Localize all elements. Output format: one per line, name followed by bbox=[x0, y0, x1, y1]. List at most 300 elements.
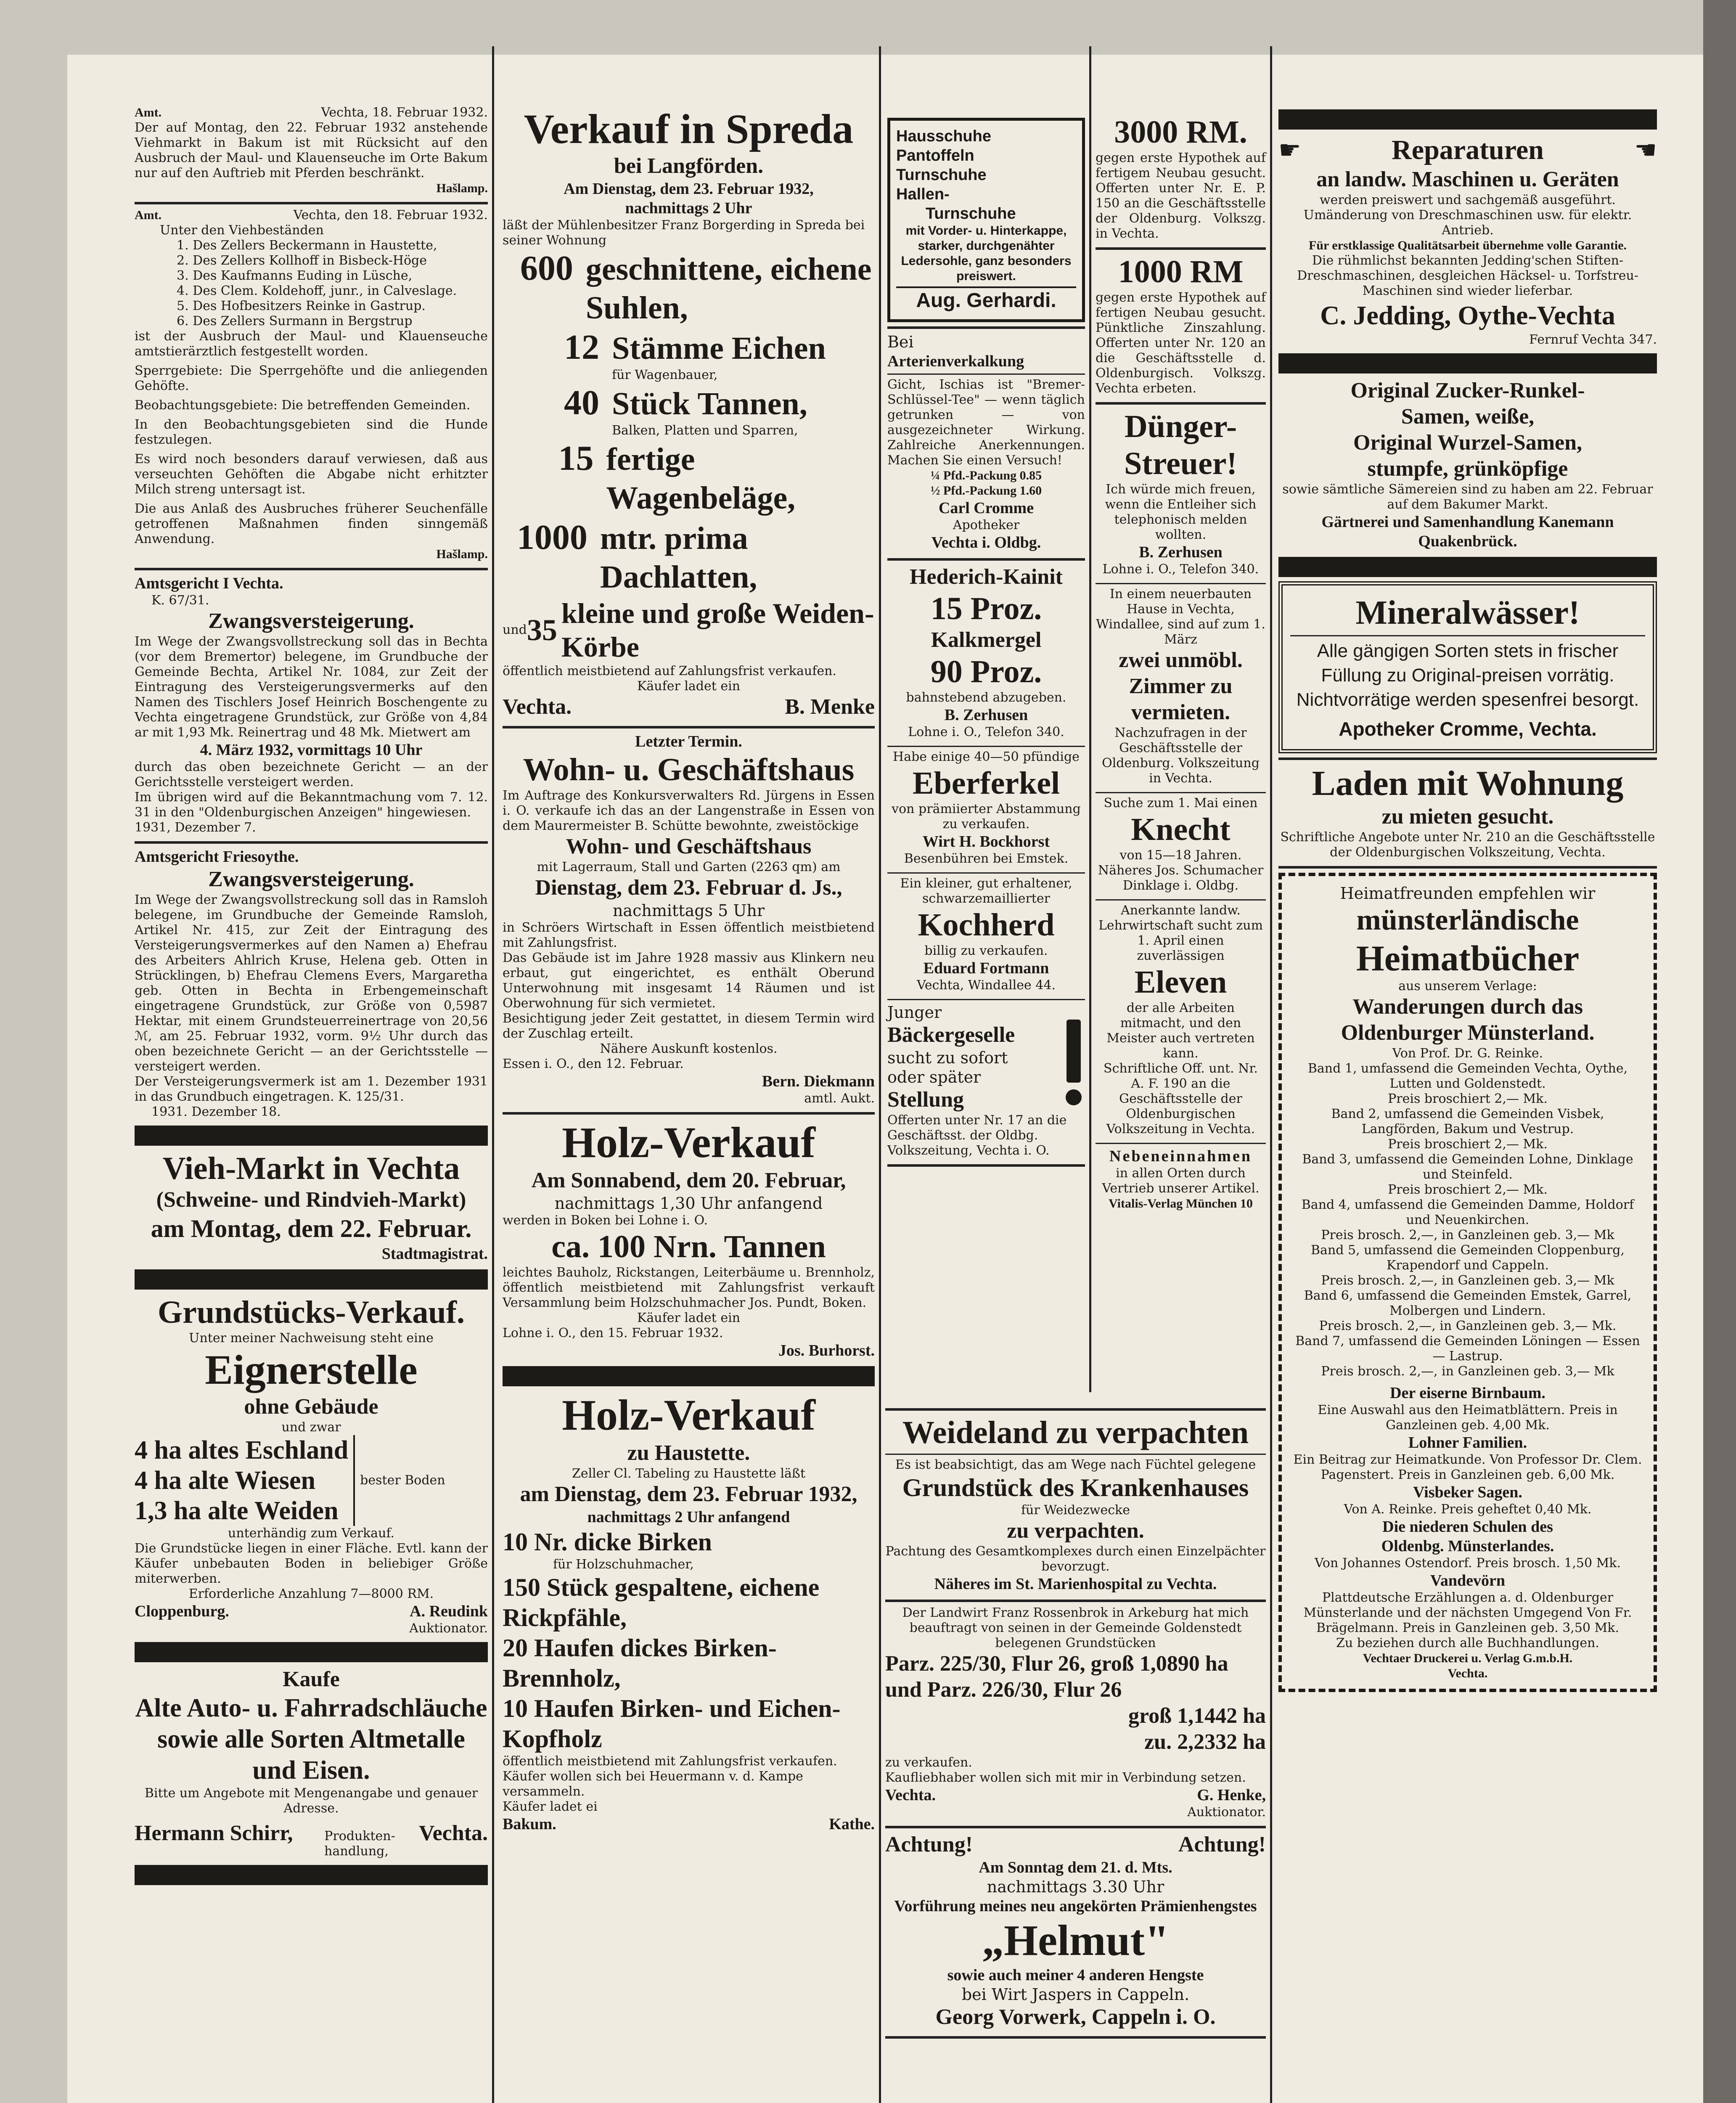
book-title: Die niederen Schulen des bbox=[1382, 1518, 1553, 1536]
ad-body: Kaufliebhaber wollen sich mit mir in Verbindung setzen. bbox=[885, 1770, 1246, 1785]
column-rule bbox=[1089, 46, 1091, 1392]
ad-achtung bbox=[885, 1832, 1266, 2030]
item-detail: Balken, Platten und Sparren, bbox=[612, 423, 798, 438]
ad-knecht bbox=[1096, 796, 1266, 893]
list-item: 10 Nr. dicke Birken bbox=[503, 1528, 712, 1556]
divider bbox=[887, 746, 1085, 747]
ad-intro: Habe einige 40—50 pfündige bbox=[893, 750, 1080, 764]
court-date: 1931, Dezember 7. bbox=[135, 820, 256, 835]
ad-title: Wohn- u. Geschäftshaus bbox=[523, 752, 855, 787]
ad-date: Dienstag, dem 23. Februar d. Js., bbox=[535, 876, 842, 900]
ad-title: Original Wurzel-Samen, bbox=[1353, 431, 1583, 455]
ad-holz-haustette bbox=[503, 1391, 875, 1834]
black-bar bbox=[1278, 109, 1657, 130]
list-item: 1. Des Zellers Beckermann in Haustette, bbox=[177, 238, 437, 253]
item-count: 1000 bbox=[516, 518, 587, 557]
ad-body: Das Gebäude ist im Jahre 1928 massiv aus Klinkern neu erbaut, gut eingerichtet, es enthält Oberund Unterwohnung mit insgesamt 14 Räumen und ist Oberwohnung für sich vermietet. bbox=[503, 951, 875, 1011]
book-price: Preis brosch. 2,—, in Ganzleinen geb. 3,— Mk bbox=[1321, 1273, 1614, 1288]
ad-body: Es ist beabsichtigt, das am Wege nach Füchtel gelegene bbox=[895, 1457, 1256, 1472]
book-detail: Eine Auswahl aus den Heimatblättern. Preis in Ganzleinen geb. 4,00 Mk. bbox=[1318, 1403, 1618, 1433]
ad-title: Laden mit Wohnung bbox=[1312, 764, 1624, 803]
item-text: mtr. prima Dachlatten, bbox=[600, 521, 757, 595]
ad-line: Turnschuhe bbox=[926, 205, 1016, 222]
item-count: 40 bbox=[564, 383, 599, 422]
ad-sign: Kathe. bbox=[829, 1815, 875, 1833]
ad-text: Käufer ladet ein bbox=[637, 1311, 741, 1325]
ad-headline: Eignerstelle bbox=[205, 1346, 418, 1393]
ad-body: gegen erste Hypothek auf fertigem Neubau gesucht. Offerten unter Nr. E. P. 150 an die Geschäftsstelle der Oldenburg. Volkszg. in Vechta. bbox=[1096, 151, 1266, 241]
ad-sign: Vechtaer Druckerei u. Verlag G.m.b.H. bbox=[1363, 1651, 1573, 1665]
ad-weideland bbox=[885, 1414, 1266, 1594]
ad-body: Besichtigung jeder Zeit gestattet, in diesem Termin wird der Zuschlag erteilt. bbox=[503, 1011, 875, 1041]
ad-date: Essen i. O., den 12. Februar. bbox=[503, 1057, 684, 1071]
court-head: Amtsgericht I Vechta. bbox=[135, 575, 283, 592]
book-volume: Band 6, umfassend die Gemeinden Emstek, Garrel, Molbergen und Lindern. bbox=[1304, 1288, 1632, 1318]
ad-date: Am Dienstag, dem 23. Februar 1932, bbox=[564, 180, 814, 198]
black-bar bbox=[135, 1126, 488, 1146]
ad-text: Apotheker bbox=[953, 518, 1020, 532]
notice-body: Beobachtungsgebiete: Die betreffenden Gemeinden. bbox=[135, 398, 471, 413]
ad-schuhe bbox=[887, 118, 1085, 322]
ad-body: bahnstebend abzugeben. bbox=[906, 690, 1066, 705]
court-title: Zwangsversteigerung. bbox=[208, 867, 414, 891]
ad-sign: B. Zerhusen bbox=[1139, 543, 1223, 561]
ad-sign: Vechta. bbox=[1448, 1666, 1488, 1680]
black-bar bbox=[135, 1642, 488, 1662]
ad-line: oder später bbox=[887, 1068, 981, 1086]
ad-headline: zu verpachten. bbox=[1007, 1519, 1144, 1543]
ad-kainit bbox=[887, 564, 1085, 740]
ad-body: Der Landwirt Franz Rossenbrok in Arkeburg hat mich beauftragt von seinen in der Gemeinde Goldenstedt belegenen Grundstücken bbox=[902, 1605, 1249, 1650]
column-5 bbox=[1278, 105, 1657, 1696]
divider bbox=[135, 841, 488, 844]
ad-body: Pachtung des Gesamtkomplexes durch einen Einzelpächter bevorzugt. bbox=[885, 1544, 1266, 1574]
ad-sign: Auktionator. bbox=[409, 1621, 488, 1636]
ad-headline: Stellung bbox=[887, 1088, 964, 1112]
ad-title: Verkauf in Spreda bbox=[524, 106, 854, 152]
ad-body: von prämiierter Abstammung zu verkaufen. bbox=[892, 802, 1081, 832]
parcel-line: Parz. 225/30, Flur 26, groß 1,0890 ha bbox=[885, 1652, 1228, 1676]
notice-list bbox=[177, 238, 488, 329]
pointing-hand-icon: ☛ bbox=[1278, 135, 1301, 165]
ad-text: Erforderliche Anzahlung 7—8000 RM. bbox=[188, 1587, 434, 1601]
item-count: 12 bbox=[564, 328, 599, 367]
parcel-line: und Parz. 226/30, Flur 26 bbox=[885, 1678, 1122, 1702]
book-title: Vandevörn bbox=[1430, 1572, 1506, 1589]
column-2 bbox=[503, 105, 875, 1840]
ad-line: sucht zu sofort bbox=[887, 1049, 1008, 1067]
ad-body: Die rühmlichst bekannten Jedding'schen Stiften-Dreschmaschinen, desgleichen Häcksel- u. Torfstreu-Maschinen sind wieder lieferbar. bbox=[1297, 253, 1638, 298]
ad-intro: Unter meiner Nachweisung steht eine bbox=[189, 1331, 434, 1345]
court-body: Der Versteigerungsvermerk ist am 1. Dezember 1931 in das Grundbuch eingetragen. K. 125/31. bbox=[135, 1074, 488, 1104]
court-date: 1931. Dezember 18. bbox=[151, 1104, 281, 1119]
sale-item bbox=[503, 517, 875, 596]
divider bbox=[135, 202, 488, 204]
court-title: Zwangsversteigerung. bbox=[208, 609, 414, 633]
ad-title: Reparaturen bbox=[1392, 135, 1544, 165]
ad-title: Heimatbücher bbox=[1356, 938, 1580, 978]
list-item: 4 ha altes Eschland bbox=[135, 1436, 349, 1465]
book-detail: Ein Beitrag zur Heimatkunde. Von Professor Dr. Clem. Pagenstert. Preis in Ganzleinen geb. 6,00 Mk. bbox=[1293, 1452, 1642, 1482]
item-text: geschnittene, eichene Suhlen, bbox=[585, 252, 872, 326]
ad-line: Hallen- bbox=[896, 185, 950, 203]
ad-sign: Bern. Diekmann bbox=[762, 1073, 875, 1090]
list-item: 4. Des Clem. Koldehoff, junr., in Calveslage. bbox=[177, 283, 457, 298]
divider bbox=[1096, 247, 1266, 250]
ad-headline: Grundstück des Krankenhauses bbox=[902, 1474, 1249, 1502]
list-item: 6. Des Zellers Surmann in Bergstrup bbox=[177, 314, 413, 328]
ad-rm3000 bbox=[1096, 114, 1266, 241]
item-detail: für Wagenbauer, bbox=[612, 368, 718, 382]
court-date: 4. März 1932, vormittags 10 Uhr bbox=[200, 741, 423, 759]
ad-body: in Schröers Wirtschaft in Essen öffentlich meistbietend mit Zahlungsfrist. bbox=[503, 920, 875, 950]
item-group bbox=[135, 1435, 355, 1526]
ad-text: Bei bbox=[887, 333, 914, 351]
book-volume: Band 7, umfassend die Gemeinden Löningen — Essen — Lastrup. bbox=[1295, 1334, 1640, 1364]
divider bbox=[885, 1600, 1266, 1602]
ad-place: Vechta i. Oldbg. bbox=[931, 534, 1041, 551]
ad-sign: B. Menke bbox=[785, 695, 875, 719]
ad-title: Dünger-Streuer! bbox=[1124, 409, 1237, 481]
book-volume: Band 1, umfassend die Gemeinden Vechta, Oythe, Lutten und Goldenstedt. bbox=[1307, 1061, 1628, 1091]
book-price: Preis broschiert 2,— Mk. bbox=[1388, 1182, 1548, 1197]
scan-edge bbox=[1703, 0, 1736, 2103]
sale-item bbox=[503, 383, 875, 423]
book-price: Preis brosch. 2,—, in Ganzleinen geb. 3,— Mk bbox=[1321, 1364, 1614, 1379]
ad-body: Nachzufragen in der Geschäftsstelle der Oldenburg. Volkszeitung in Vechta. bbox=[1102, 726, 1260, 786]
book-title: Der eiserne Birnbaum. bbox=[1390, 1384, 1545, 1402]
ad-body: Schriftliche Angebote unter Nr. 210 an die Geschäftsstelle der Oldenburgischen Volkszeitung, Vechta. bbox=[1280, 830, 1655, 860]
notice-body: Sperrgebiete: Die Sperrgehöfte und die anliegenden Gehöfte. bbox=[135, 363, 488, 393]
ad-holz-boken bbox=[503, 1118, 875, 1360]
ad-body: sowie sämtliche Sämereien sind zu haben am 22. Februar auf dem Bakumer Markt. bbox=[1282, 482, 1653, 512]
book-price: Preis broschiert 2,— Mk. bbox=[1388, 1091, 1548, 1106]
ad-title: Achtung! bbox=[1178, 1833, 1266, 1857]
book-price: Preis brosch. 2,—, in Ganzleinen geb. 3,— Mk bbox=[1321, 1228, 1614, 1242]
ad-headline: Alte Auto- u. Fahrradschläuche sowie alle Sorten Altmetalle und Eisen. bbox=[135, 1694, 487, 1785]
ad-reparaturen bbox=[1278, 134, 1657, 347]
ad-kochherd bbox=[887, 876, 1085, 993]
divider bbox=[503, 1112, 875, 1115]
ad-subtitle: an landw. Maschinen u. Geräten bbox=[1316, 167, 1619, 191]
ad-title: Kochherd bbox=[918, 907, 1055, 943]
ad-title: Grundstücks-Verkauf. bbox=[158, 1295, 465, 1330]
book-price: Preis brosch. 2,—, in Ganzleinen geb. 3,— Mk. bbox=[1319, 1319, 1617, 1333]
court-body: Im Wege der Zwangsvollstreckung soll das in Bechta (vor dem Bremertor) belegene, im Grundbuche der Gemeinde Bechta, Artikel Nr. 1084, zur Zeit der Eintragung des Versteigerungsvermerks auf den Namen des Tischlers Josef Heinrich Boschengente zu Vechta eingetragene Grundstück, zur Größe von 4,84 ar mit 1,93 Mk. Reinertrag und 48 Mk. Mietwert am bbox=[135, 634, 488, 740]
sale-item bbox=[503, 327, 875, 368]
exclamation-icon bbox=[1066, 1020, 1081, 1083]
ad-place: Besenbühren bei Emstek. bbox=[904, 851, 1069, 866]
ad-sign: Gärtnerei und Samenhandlung Kanemann Quakenbrück. bbox=[1321, 513, 1614, 550]
ad-text: Fernruf Vechta 347. bbox=[1529, 332, 1657, 347]
item-list bbox=[135, 1435, 488, 1526]
black-bar bbox=[1278, 353, 1657, 373]
ad-title: Vieh-Markt in Vechta bbox=[162, 1151, 460, 1186]
ad-body: billig zu verkaufen. bbox=[924, 943, 1048, 958]
ad-sign: A. Reudink bbox=[410, 1602, 488, 1620]
divider bbox=[1096, 899, 1266, 901]
list-item: 5. Des Hofbesitzers Reinke in Gastrup. bbox=[177, 299, 426, 313]
ad-nebeneinnahmen bbox=[1096, 1147, 1266, 1211]
ad-place: Vechta. bbox=[503, 695, 572, 719]
notice-date: Vechta, den 18. Februar 1932. bbox=[293, 208, 488, 222]
divider bbox=[887, 373, 1085, 375]
ad-line: Hausschuhe bbox=[896, 127, 991, 145]
ad-headline: ca. 100 Nrn. Tannen bbox=[551, 1229, 826, 1264]
black-bar bbox=[135, 1865, 488, 1885]
ad-place: Lohne i. O., Telefon 340. bbox=[908, 725, 1064, 739]
ad-text: für Weidezwecke bbox=[1021, 1503, 1130, 1518]
column-rule bbox=[1270, 46, 1272, 2103]
ad-sign: Hermann Schirr, bbox=[135, 1821, 293, 1845]
ad-intro: läßt der Mühlenbesitzer Franz Borgerding in Spreda bei seiner Wohnung bbox=[503, 218, 865, 248]
ad-title: Original Zucker-Runkel- bbox=[1350, 379, 1585, 403]
ad-intro: Zeller Cl. Tabeling zu Haustette läßt bbox=[572, 1466, 806, 1481]
ad-body: Alle gängigen Sorten stets in frischer Füllung zu Original-preisen vorrätig. Nichtvorrätige werden spesenfrei besorgt. bbox=[1296, 641, 1639, 710]
exclamation-dot-icon bbox=[1066, 1089, 1082, 1105]
ad-mineralwaesser bbox=[1278, 581, 1657, 753]
ad-sign: Jos. Burhorst. bbox=[778, 1342, 875, 1359]
book-price: Preis broschiert 2,— Mk. bbox=[1388, 1137, 1548, 1152]
book-volume: Band 5, umfassend die Gemeinden Cloppenburg, Krapendorf und Cappeln. bbox=[1311, 1243, 1625, 1273]
ad-grundstueck bbox=[135, 1294, 488, 1636]
ad-title: Arterienverkalkung bbox=[887, 352, 1024, 370]
ad-sign: Stadtmagistrat. bbox=[381, 1245, 488, 1263]
ad-body: Für erstklassige Qualitätsarbeit übernehme volle Garantie. bbox=[1308, 238, 1627, 252]
notice-bakum bbox=[135, 105, 488, 196]
ad-subtitle: zu Haustette. bbox=[627, 1441, 750, 1465]
ad-intro: Suche zum 1. Mai einen bbox=[1104, 796, 1258, 810]
divider bbox=[887, 872, 1085, 874]
ad-intro: Ein kleiner, gut erhaltener, schwarzemaillierter bbox=[900, 876, 1072, 906]
ad-title: Hederich-Kainit bbox=[910, 565, 1063, 589]
book-title: Oldenburger Münsterland. bbox=[1341, 1021, 1595, 1045]
notice-body: Die aus Anlaß des Ausbruches früherer Seuchenfälle getroffenen Maßnahmen finden sinngemäß Anwendung. bbox=[135, 501, 488, 546]
ad-date: am Dienstag, dem 23. Februar 1932, bbox=[520, 1482, 857, 1506]
ad-place: Bakum. bbox=[503, 1815, 556, 1833]
ad-kaufe bbox=[135, 1666, 488, 1859]
ad-text: unterhändig zum Verkauf. bbox=[228, 1526, 394, 1541]
divider bbox=[1290, 635, 1645, 636]
notice-label: Amt. bbox=[135, 208, 162, 222]
ad-body: Offerten unter Nr. 17 an die Geschäftsst. der Oldbg. Volkszeitung, Vechta i. O. bbox=[887, 1113, 1067, 1158]
ad-title: Knecht bbox=[1131, 812, 1231, 847]
ad-text: und bbox=[503, 622, 527, 637]
ad-subtitle: zu mieten gesucht. bbox=[1381, 805, 1554, 829]
ad-arterien bbox=[887, 332, 1085, 552]
item-count: 35 bbox=[527, 613, 557, 647]
ad-time: nachmittags 1,30 Uhr anfangend bbox=[554, 1194, 823, 1213]
item-detail: für Holzschuhmacher, bbox=[553, 1557, 694, 1572]
ad-sign: Eduard Fortmann bbox=[923, 959, 1049, 977]
ad-heimatbuecher bbox=[1278, 873, 1657, 1692]
court-head: Amtsgericht Friesoythe. bbox=[135, 848, 299, 866]
black-bar bbox=[1278, 557, 1657, 577]
black-bar bbox=[135, 1269, 488, 1290]
ad-title: Kalkmergel bbox=[931, 628, 1042, 652]
ad-title: Eleven bbox=[1134, 964, 1227, 1000]
item-text: kleine und große Weiden-Körbe bbox=[561, 597, 874, 663]
pointing-hand-icon: ☚ bbox=[1634, 135, 1657, 165]
book-title: Visbeker Sagen. bbox=[1413, 1483, 1522, 1501]
notice-sign: Hašlamp. bbox=[436, 181, 488, 195]
ad-zimmer bbox=[1096, 587, 1266, 786]
divider bbox=[887, 326, 1085, 329]
sale-item bbox=[503, 438, 875, 517]
column-4 bbox=[1096, 114, 1266, 1217]
ad-laden bbox=[1278, 763, 1657, 860]
book-detail: Plattdeutsche Erzählungen a. d. Oldenburger Münsterlande und der nächsten Umgegend Von Fr. Brägelmann. Preis in Ganzleinen geb. 3,50 Mk. bbox=[1303, 1590, 1632, 1635]
divider bbox=[887, 558, 1085, 561]
ad-text: Näheres im St. Marienhospital zu Vechta. bbox=[934, 1575, 1217, 1593]
court-ref: K. 67/31. bbox=[151, 593, 209, 608]
ad-title: 1000 RM bbox=[1118, 254, 1244, 289]
ad-time: nachmittags 3.30 Uhr bbox=[987, 1878, 1164, 1896]
ad-sign: C. Jedding, Oythe-Vechta bbox=[1320, 300, 1615, 330]
notice-label: Amt. bbox=[135, 106, 162, 119]
notice-body: In den Beobachtungsgebieten sind die Hunde festzulegen. bbox=[135, 417, 488, 447]
ad-title: zwei unmöbl. Zimmer zu vermieten. bbox=[1119, 648, 1243, 724]
ad-text: aus unserem Verlage: bbox=[1398, 979, 1537, 993]
item-text: Stämme Eichen bbox=[612, 331, 826, 366]
ad-ferkel bbox=[887, 750, 1085, 866]
ad-title: Kaufe bbox=[283, 1667, 340, 1691]
ad-title: Samen, weiße, bbox=[1401, 405, 1535, 429]
ad-body: Käufer wollen sich bei Heuermann v. d. Kampe versammeln. bbox=[503, 1769, 803, 1799]
ad-subtitle: bei Langförden. bbox=[614, 154, 764, 178]
ad-body: Bitte um Angebote mit Mengenangabe und genauer Adresse. bbox=[144, 1786, 478, 1816]
divider bbox=[503, 726, 875, 728]
ad-body: Gicht, Ischias ist "Bremer-Schlüssel-Tee" — wenn täglich getrunken — von ausgezeichneter Wirkung. Zahlreiche Anerkennungen. Machen Sie einen Versuch! bbox=[887, 377, 1085, 468]
book-title: Oldenbg. Münsterlandes. bbox=[1381, 1537, 1554, 1555]
book-title: Lohner Familien. bbox=[1408, 1434, 1527, 1451]
ad-title: Bäckergeselle bbox=[887, 1023, 1015, 1047]
ad-body: Ich würde mich freuen, wenn die Entleiher sich telephonisch melden wollten. bbox=[1105, 482, 1257, 542]
notice-sign: Hašlamp. bbox=[436, 547, 488, 561]
column-rule bbox=[879, 46, 881, 2103]
ad-body: Näheres Jos. Schumacher Dinklage i. Oldbg. bbox=[1098, 863, 1264, 893]
ad-duenger bbox=[1096, 408, 1266, 577]
ad-title: Mineralwässer! bbox=[1355, 594, 1580, 631]
ad-body: der alle Arbeiten mitmacht, und den Meister auch vertreten kann. bbox=[1106, 1001, 1255, 1061]
ad-line: Junger bbox=[887, 1003, 942, 1022]
sale-item bbox=[503, 248, 875, 327]
ad-date: am Montag, dem 22. Februar. bbox=[151, 1215, 472, 1242]
court-vechta bbox=[135, 574, 488, 835]
ad-text: und zwar bbox=[281, 1420, 341, 1435]
ad-text: werden in Boken bei Lohne i. O. bbox=[503, 1213, 708, 1228]
side-note: bester Boden bbox=[360, 1473, 445, 1488]
ad-headline: 15 Proz. bbox=[930, 591, 1042, 626]
ad-intro: Anerkannte landw. Lehrwirtschaft sucht zum 1. April einen zuverlässigen bbox=[1098, 903, 1263, 963]
ad-text: Käufer ladet ei bbox=[503, 1799, 598, 1814]
ad-sign: B. Zerhusen bbox=[944, 706, 1028, 724]
ad-sign: Wirt H. Bockhorst bbox=[922, 833, 1050, 850]
book-volume: Band 2, umfassend die Gemeinden Visbek, Langförden, Bakum und Vestrup. bbox=[1331, 1107, 1604, 1136]
ad-body: In einem neuerbauten Hause in Vechta, Windallee, sind auf zum 1. März bbox=[1096, 587, 1265, 647]
ad-body: gegen erste Hypothek auf fertigen Neubau gesucht. Pünktliche Zinszahlung. Offerten unter Nr. 120 an die Geschäftsstelle d. Oldenburgisch. Volkszg. Vechta erbeten. bbox=[1096, 290, 1266, 396]
item-count: 15 bbox=[558, 439, 594, 478]
ad-title: stumpfe, grünköpfige bbox=[1367, 457, 1568, 481]
court-friesoythe bbox=[135, 847, 488, 1120]
ad-sign: Georg Vorwerk, Cappeln i. O. bbox=[935, 2005, 1216, 2029]
ad-intro: Heimatfreunden empfehlen wir bbox=[1340, 884, 1596, 903]
ad-body: sowie auch meiner 4 anderen Hengste bbox=[947, 1966, 1204, 1984]
ad-title: Holz-Verkauf bbox=[562, 1391, 815, 1439]
ad-body: Die Grundstücke liegen in einer Fläche. Evtl. kann der Käufer unbebauten Boden in beliebiger Größe miterwerben. bbox=[135, 1541, 488, 1586]
divider bbox=[887, 999, 1085, 1000]
ad-sign: amtl. Aukt. bbox=[804, 1091, 875, 1106]
ad-spreda bbox=[503, 105, 875, 720]
book-detail: Von A. Reinke. Preis geheftet 0,40 Mk. bbox=[1344, 1502, 1592, 1517]
ad-title: 3000 RM. bbox=[1114, 114, 1247, 150]
divider bbox=[135, 568, 488, 570]
divider bbox=[885, 2036, 1266, 2039]
ad-baecker bbox=[887, 1003, 1085, 1158]
ad-time: nachmittags 2 Uhr bbox=[625, 199, 752, 217]
ad-line: Pantoffeln bbox=[896, 147, 974, 164]
list-item: 1,3 ha alte Weiden bbox=[135, 1496, 339, 1525]
column-3 bbox=[887, 114, 1085, 1170]
list-item: 20 Haufen dickes Birken-Brennholz, bbox=[503, 1634, 777, 1692]
divider bbox=[1278, 758, 1657, 760]
ad-text: Produkten-handlung, bbox=[324, 1829, 395, 1859]
ad-text: Zu beziehen durch alle Buchhandlungen. bbox=[1336, 1636, 1599, 1650]
ad-sign: Vitalis-Verlag München 10 bbox=[1109, 1197, 1253, 1210]
ad-sign: Auktionator. bbox=[1187, 1805, 1266, 1820]
parcel-line: zu. 2,2332 ha bbox=[1144, 1730, 1266, 1754]
black-bar bbox=[503, 1366, 875, 1386]
column-rule bbox=[492, 46, 494, 2103]
list-item: 10 Haufen Birken- und Eichen-Kopfholz bbox=[503, 1695, 841, 1753]
court-body: Im Wege der Zwangsvollstreckung soll das in Ramsloh belegene, im Grundbuche der Gemeinde Ramsloh, Artikel Nr. 415, zur Zeit der Eintragung des Versteigerungsvermerkes auf den Namen a) Ehefrau des Arbeiters Ahlrich Kruse, Helena geb. Otten in Strücklingen, b) Ehefrau Clemens Evers, Margaretha geb. Otten in Bechta in Erbengemeinschaft eingetragene Grundstück, zur Größe von 0,5987 Hektar, mit einem Grundsteuerreinertrage von 20,56 ℳ, am 25. Februar 1932, vorm. 9½ Uhr durch das oben bezeichnete Gericht — an der Gerichtsstelle — versteigert werden. bbox=[135, 893, 488, 1074]
book-volume: Band 3, umfassend die Gemeinden Lohne, Dinklage und Steinfeld. bbox=[1302, 1152, 1633, 1182]
ad-title: Achtung! bbox=[885, 1833, 973, 1857]
ad-rm1000 bbox=[1096, 253, 1266, 396]
ad-title: Weideland zu verpachten bbox=[902, 1415, 1249, 1450]
ad-subtitle: ohne Gebäude bbox=[244, 1395, 378, 1419]
ad-date: Lohne i. O., den 15. Februar 1932. bbox=[503, 1326, 723, 1340]
divider bbox=[885, 1826, 1266, 1828]
list-item: 4 ha alte Wiesen bbox=[135, 1466, 316, 1495]
notice-date: Vechta, 18. Februar 1932. bbox=[321, 105, 488, 120]
ad-subtitle: Wohn- und Geschäftshaus bbox=[566, 834, 812, 858]
ad-title: „Helmut" bbox=[982, 1916, 1169, 1965]
ad-body: öffentlich meistbietend auf Zahlungsfrist verkaufen. bbox=[503, 664, 836, 678]
book-title: Wanderungen durch das bbox=[1352, 995, 1583, 1019]
ad-place: Cloppenburg. bbox=[135, 1602, 229, 1620]
price-line: ¼ Pfd.-Packung 0.85 bbox=[930, 469, 1042, 482]
ad-text: mit Lagerraum, Stall und Garten (2263 qm) am bbox=[537, 860, 841, 874]
ad-wohnhaus bbox=[503, 732, 875, 1106]
column-3-wide bbox=[885, 1405, 1266, 2042]
divider bbox=[1096, 402, 1266, 405]
ad-sign: Carl Cromme bbox=[938, 499, 1034, 517]
ad-sign: Apotheker Cromme, Vechta. bbox=[1339, 718, 1597, 740]
ad-date: Am Sonntag dem 21. d. Mts. bbox=[979, 1859, 1172, 1876]
ad-henke bbox=[885, 1605, 1266, 1820]
ad-body: öffentlich meistbietend mit Zahlungsfrist verkaufen. bbox=[503, 1754, 837, 1769]
ad-body: Schriftliche Off. unt. Nr. A. F. 190 an die Geschäftsstelle der Oldenburgischen Volkszeitung in Vechta. bbox=[1104, 1061, 1258, 1136]
item-text: fertige Wagenbeläge, bbox=[606, 442, 796, 516]
ad-eleven bbox=[1096, 903, 1266, 1137]
ad-place: Vechta. bbox=[885, 1786, 936, 1804]
ad-title: Nebeneinnahmen bbox=[1109, 1147, 1252, 1165]
ad-body: werden preiswert und sachgemäß ausgeführt. Umänderung von Dreschmaschinen usw. für elektr. Antrieb. bbox=[1303, 193, 1632, 238]
price-line: ½ Pfd.-Packung 1.60 bbox=[930, 484, 1042, 498]
notice-body: ist der Ausbruch der Maul- und Klauenseuche amtstierärztlich festgestellt worden. bbox=[135, 329, 488, 359]
divider bbox=[1278, 866, 1657, 869]
